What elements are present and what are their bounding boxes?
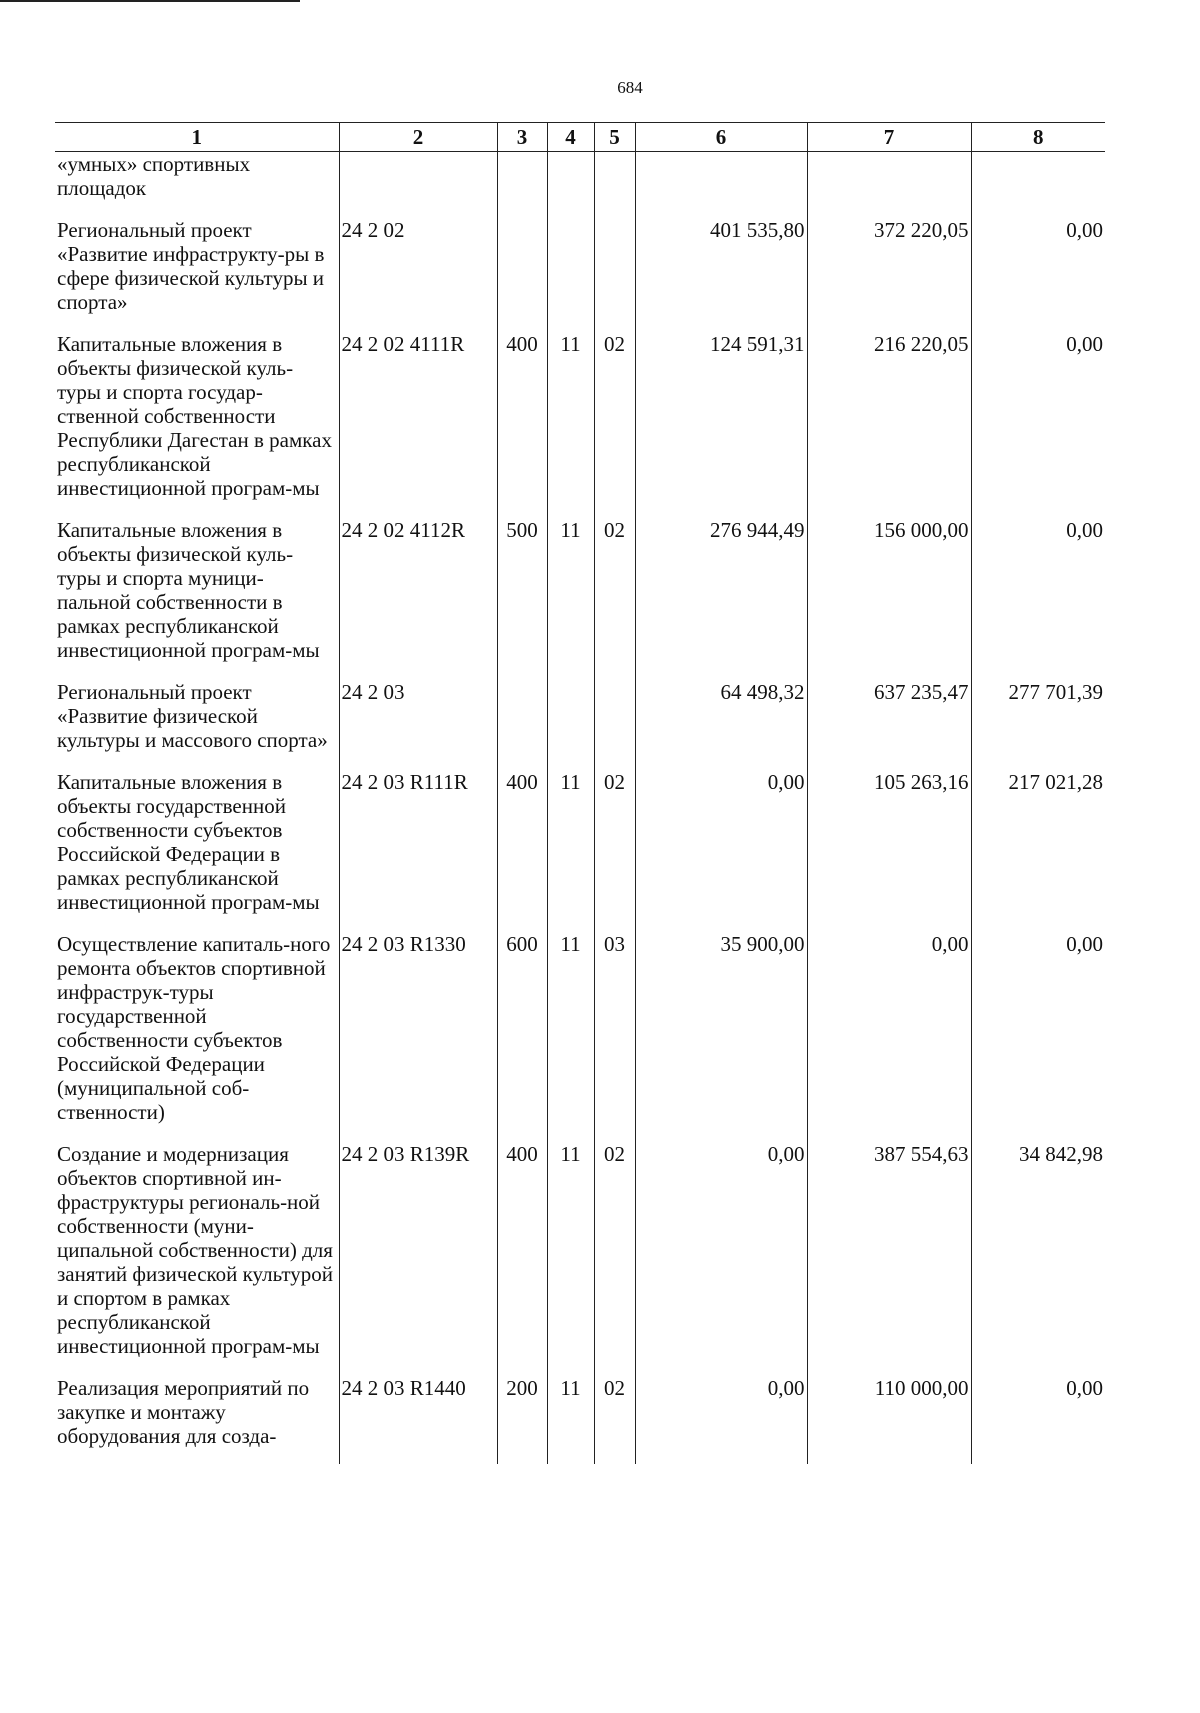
row-v8: 0,00 — [971, 932, 1105, 1142]
row-c5: 02 — [594, 518, 635, 680]
row-v6: 35 900,00 — [635, 932, 807, 1142]
row-v7: 216 220,05 — [807, 332, 971, 518]
row-v8: 0,00 — [971, 518, 1105, 680]
row-c4: 11 — [547, 332, 594, 518]
row-code: 24 2 03 R1330 — [339, 932, 497, 1142]
header-cell: 5 — [594, 123, 635, 152]
row-v7: 637 235,47 — [807, 680, 971, 770]
row-c3 — [497, 218, 547, 332]
row-c3: 200 — [497, 1376, 547, 1464]
table-row — [55, 332, 1105, 518]
row-code: 24 2 02 4112R — [339, 518, 497, 680]
row-name: Капитальные вложения в объекты физической куль-туры и спорта государ-ственной собственности Республики Дагестан в рамках республиканской инвестиционной програм-мы — [55, 332, 339, 518]
row-c5: 02 — [594, 332, 635, 518]
row-c5: 02 — [594, 1376, 635, 1464]
row-c3: 400 — [497, 770, 547, 932]
row-v6: 276 944,49 — [635, 518, 807, 680]
row-c4: 11 — [547, 518, 594, 680]
row-code: 24 2 02 4111R — [339, 332, 497, 518]
row-c4: 11 — [547, 1376, 594, 1464]
row-name: Капитальные вложения в объекты государственной собственности субъектов Российской Федерации в рамках республиканской инвестиционной програм-мы — [55, 770, 339, 932]
header-row — [55, 123, 1105, 152]
row-c4 — [547, 152, 594, 219]
row-c3 — [497, 680, 547, 770]
row-v8: 0,00 — [971, 1376, 1105, 1464]
row-c5: 03 — [594, 932, 635, 1142]
row-c5 — [594, 152, 635, 219]
row-name: «умных» спортивных площадок — [55, 152, 339, 219]
table-row — [55, 218, 1105, 332]
header-cell: 6 — [635, 123, 807, 152]
row-c3: 400 — [497, 1142, 547, 1376]
row-c3 — [497, 152, 547, 219]
row-code: 24 2 02 — [339, 218, 497, 332]
row-v6: 0,00 — [635, 770, 807, 932]
budget-table — [55, 122, 1105, 1464]
row-c5 — [594, 680, 635, 770]
row-v7: 156 000,00 — [807, 518, 971, 680]
table-row — [55, 1376, 1105, 1464]
row-v6: 401 535,80 — [635, 218, 807, 332]
top-rule — [0, 0, 300, 2]
row-name: Региональный проект «Развитие инфраструкту-ры в сфере физической культуры и спорта» — [55, 218, 339, 332]
header-cell: 7 — [807, 123, 971, 152]
table-row — [55, 932, 1105, 1142]
row-v7: 110 000,00 — [807, 1376, 971, 1464]
table-row — [55, 152, 1105, 219]
table-row — [55, 680, 1105, 770]
row-v6: 64 498,32 — [635, 680, 807, 770]
row-v8: 217 021,28 — [971, 770, 1105, 932]
page-number: 684 — [617, 78, 643, 97]
table-row — [55, 518, 1105, 680]
row-v6: 124 591,31 — [635, 332, 807, 518]
row-v8: 0,00 — [971, 332, 1105, 518]
row-v6 — [635, 152, 807, 219]
header-cell: 4 — [547, 123, 594, 152]
table-row — [55, 1142, 1105, 1376]
row-name: Капитальные вложения в объекты физической куль-туры и спорта муници-пальной собственности в рамках республиканской инвестиционной програм-мы — [55, 518, 339, 680]
row-c5: 02 — [594, 1142, 635, 1376]
row-code: 24 2 03 R139R — [339, 1142, 497, 1376]
row-v6: 0,00 — [635, 1142, 807, 1376]
row-v8 — [971, 152, 1105, 219]
row-code: 24 2 03 R1440 — [339, 1376, 497, 1464]
header-cell: 2 — [339, 123, 497, 152]
row-v8: 277 701,39 — [971, 680, 1105, 770]
row-v6: 0,00 — [635, 1376, 807, 1464]
row-c3: 400 — [497, 332, 547, 518]
row-c4: 11 — [547, 770, 594, 932]
row-c5: 02 — [594, 770, 635, 932]
row-c4 — [547, 218, 594, 332]
row-c3: 500 — [497, 518, 547, 680]
row-name: Региональный проект «Развитие физической культуры и массового спорта» — [55, 680, 339, 770]
row-code: 24 2 03 — [339, 680, 497, 770]
row-v7: 105 263,16 — [807, 770, 971, 932]
row-code — [339, 152, 497, 219]
header-cell: 1 — [55, 123, 339, 152]
row-v7: 387 554,63 — [807, 1142, 971, 1376]
row-v8: 0,00 — [971, 218, 1105, 332]
row-v7: 0,00 — [807, 932, 971, 1142]
row-c5 — [594, 218, 635, 332]
header-cell: 8 — [971, 123, 1105, 152]
row-name: Осуществление капиталь-ного ремонта объектов спортивной инфраструк-туры государственной собственности субъектов Российской Федерации (муниципальной соб-ственности) — [55, 932, 339, 1142]
row-c3: 600 — [497, 932, 547, 1142]
header-cell: 3 — [497, 123, 547, 152]
table-row — [55, 770, 1105, 932]
row-v7: 372 220,05 — [807, 218, 971, 332]
row-name: Создание и модернизация объектов спортивной ин-фраструктуры региональ-ной собственности (муни-ципальной собственности) для занятий физической культурой и спортом в рамках республиканской инвестиционной програм-мы — [55, 1142, 339, 1376]
row-name: Реализация мероприятий по закупке и монтажу оборудования для созда- — [55, 1376, 339, 1464]
row-v7 — [807, 152, 971, 219]
row-c4: 11 — [547, 932, 594, 1142]
row-c4: 11 — [547, 1142, 594, 1376]
row-c4 — [547, 680, 594, 770]
row-code: 24 2 03 R111R — [339, 770, 497, 932]
row-v8: 34 842,98 — [971, 1142, 1105, 1376]
